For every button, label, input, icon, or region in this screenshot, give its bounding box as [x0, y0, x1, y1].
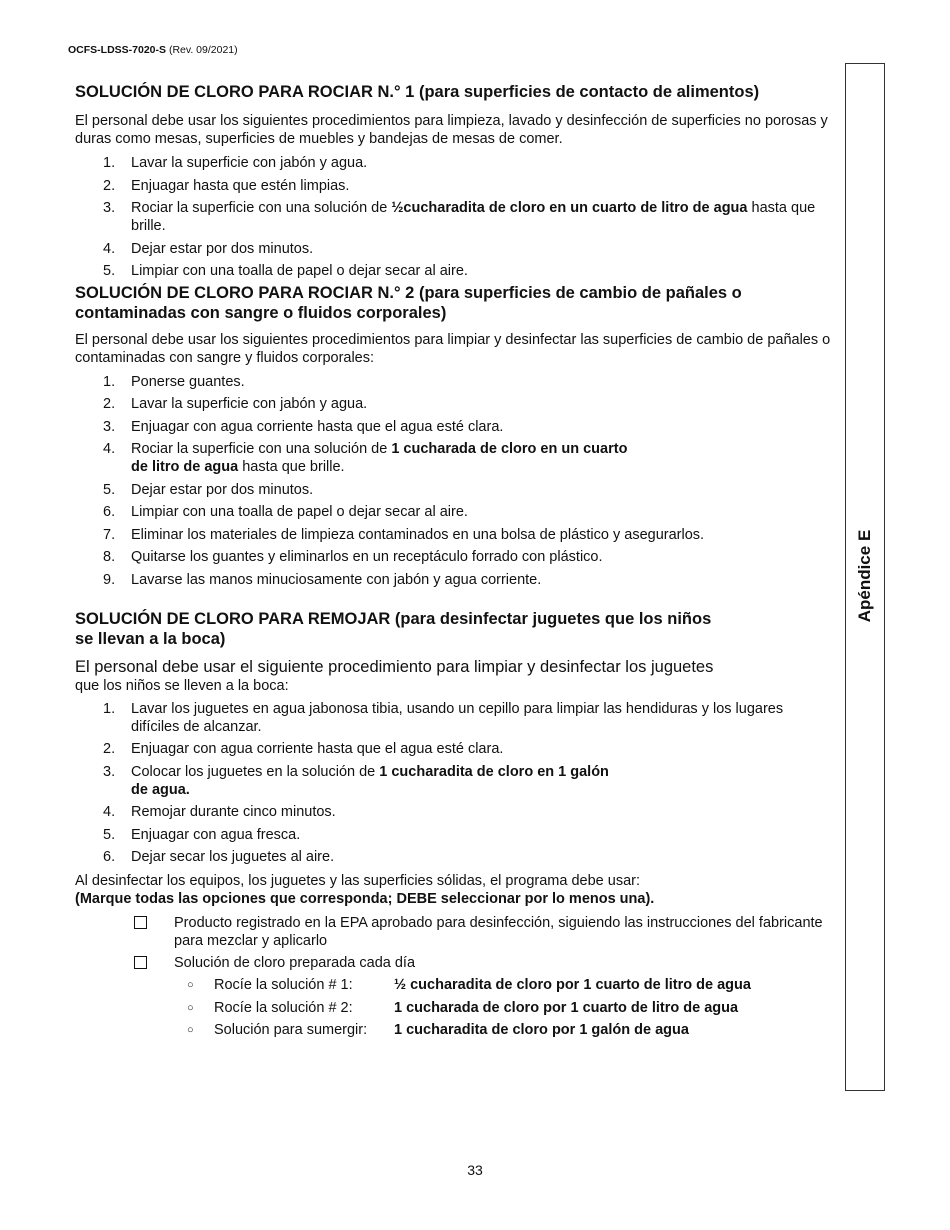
list-item: 1. Lavar los juguetes en agua jabonosa tibia, usando un cepillo para limpiar las hendiduras y los lugares difíciles de alcanzar.	[103, 700, 784, 735]
section3-steps	[75, 700, 835, 867]
option-epa-product	[132, 914, 835, 950]
section1-steps	[75, 154, 835, 280]
section2-steps	[75, 373, 835, 589]
option-label: Solución de cloro preparada cada día	[174, 955, 416, 971]
list-item: 3. Rociar la superficie con una solución de ½cucharadita de cloro en un cuarto de litro de agua hasta que brille.	[103, 200, 816, 234]
disinfect-intro: Al desinfectar los equipos, los juguetes y las superficies sólidas, el programa debe usar:	[75, 873, 640, 889]
bleach-sub-options	[187, 976, 835, 1044]
disinfect-options	[132, 914, 835, 1044]
epa-product-checkbox[interactable]	[134, 916, 147, 929]
list-item: 3. Enjuagar con agua corriente hasta que el agua esté clara.	[103, 418, 504, 435]
list-item: 2. Enjuagar hasta que estén limpias.	[103, 177, 350, 194]
list-item: 5. Limpiar con una toalla de papel o dejar secar al aire.	[103, 263, 468, 279]
form-revision: (Rev. 09/2021)	[168, 44, 238, 56]
list-item: 4. Remojar durante cinco minutos.	[103, 804, 336, 820]
section3-title: SOLUCIÓN DE CLORO PARA REMOJAR (para desinfectar juguetes que los niños se llevan a la boca)	[75, 609, 712, 648]
sub-option-row: ○ Rocíe la solución # 1: ½ cucharadita de cloro por 1 cuarto de litro de agua	[187, 977, 751, 993]
section2-title: SOLUCIÓN DE CLORO PARA ROCIAR N.° 2 (para superficies de cambio de pañales o contaminadas con sangre o fluidos corporales)	[75, 283, 742, 322]
list-item: 8. Quitarse los guantes y eliminarlos en un receptáculo forrado con plástico.	[103, 549, 603, 565]
section1-title: SOLUCIÓN DE CLORO PARA ROCIAR N.° 1 (para superficies de contacto de alimentos)	[75, 83, 760, 101]
list-item: 4. Rociar la superficie con una solución de 1 cucharada de cloro en un cuarto de litro de agua hasta que brille.	[103, 441, 628, 475]
list-item: 1. Lavar la superficie con jabón y agua.	[103, 155, 368, 171]
list-item: 9. Lavarse las manos minuciosamente con jabón y agua corriente.	[103, 571, 542, 588]
page-number: 33	[467, 1162, 483, 1178]
list-item: 4. Dejar estar por dos minutos.	[103, 240, 314, 257]
list-item: 5. Dejar estar por dos minutos.	[103, 481, 314, 498]
list-item: 5. Enjuagar con agua fresca.	[103, 826, 301, 843]
list-item: 1. Ponerse guantes.	[103, 373, 245, 390]
option-label: Producto registrado en la EPA aprobado para desinfección, siguiendo las instrucciones del fabricante para mezclar y aplicarlo	[174, 915, 823, 949]
option-bleach-solution	[132, 954, 835, 972]
section3-intro: El personal debe usar el siguiente procedimiento para limpiar y desinfectar los juguetes que los niños se lleven a la boca:	[75, 657, 714, 694]
circle-bullet-icon: ○	[187, 979, 194, 991]
sub-option-row: ○ Solución para sumergir: 1 cucharadita de cloro por 1 galón de agua	[187, 1022, 689, 1038]
circle-bullet-icon: ○	[187, 1024, 194, 1036]
appendix-label: Apéndice E	[855, 529, 874, 623]
sub-option-row: ○ Rocíe la solución # 2: 1 cucharada de cloro por 1 cuarto de litro de agua	[187, 999, 739, 1016]
section2-intro: El personal debe usar los siguientes procedimientos para limpiar y desinfectar las superficies de cambio de pañales o contaminadas con sangre y fluidos corporales:	[75, 331, 831, 366]
circle-bullet-icon: ○	[187, 1001, 194, 1014]
section1-intro: El personal debe usar los siguientes procedimientos para limpieza, lavado y desinfección de superficies no porosas y duras como mesas, superficies de muebles y bandejas de mesas de comer.	[75, 113, 828, 147]
list-item: 2. Lavar la superficie con jabón y agua.	[103, 396, 368, 412]
list-item: 6. Limpiar con una toalla de papel o dejar secar al aire.	[103, 504, 468, 520]
form-id	[68, 44, 238, 56]
list-item: 2. Enjuagar con agua corriente hasta que el agua esté clara.	[103, 741, 504, 757]
bleach-solution-checkbox[interactable]	[134, 956, 147, 969]
form-number: OCFS-LDSS-7020-S	[68, 44, 167, 56]
list-item: 3. Colocar los juguetes en la solución de 1 cucharadita de cloro en 1 galón de agua.	[103, 763, 609, 798]
list-item: 7. Eliminar los materiales de limpieza contaminados en una bolsa de plástico y asegurarlos.	[103, 526, 705, 543]
disinfect-instruction: (Marque todas las opciones que corresponda; DEBE seleccionar por lo menos una).	[75, 891, 655, 907]
list-item: 6. Dejar secar los juguetes al aire.	[103, 849, 335, 865]
page-content	[75, 82, 835, 1044]
